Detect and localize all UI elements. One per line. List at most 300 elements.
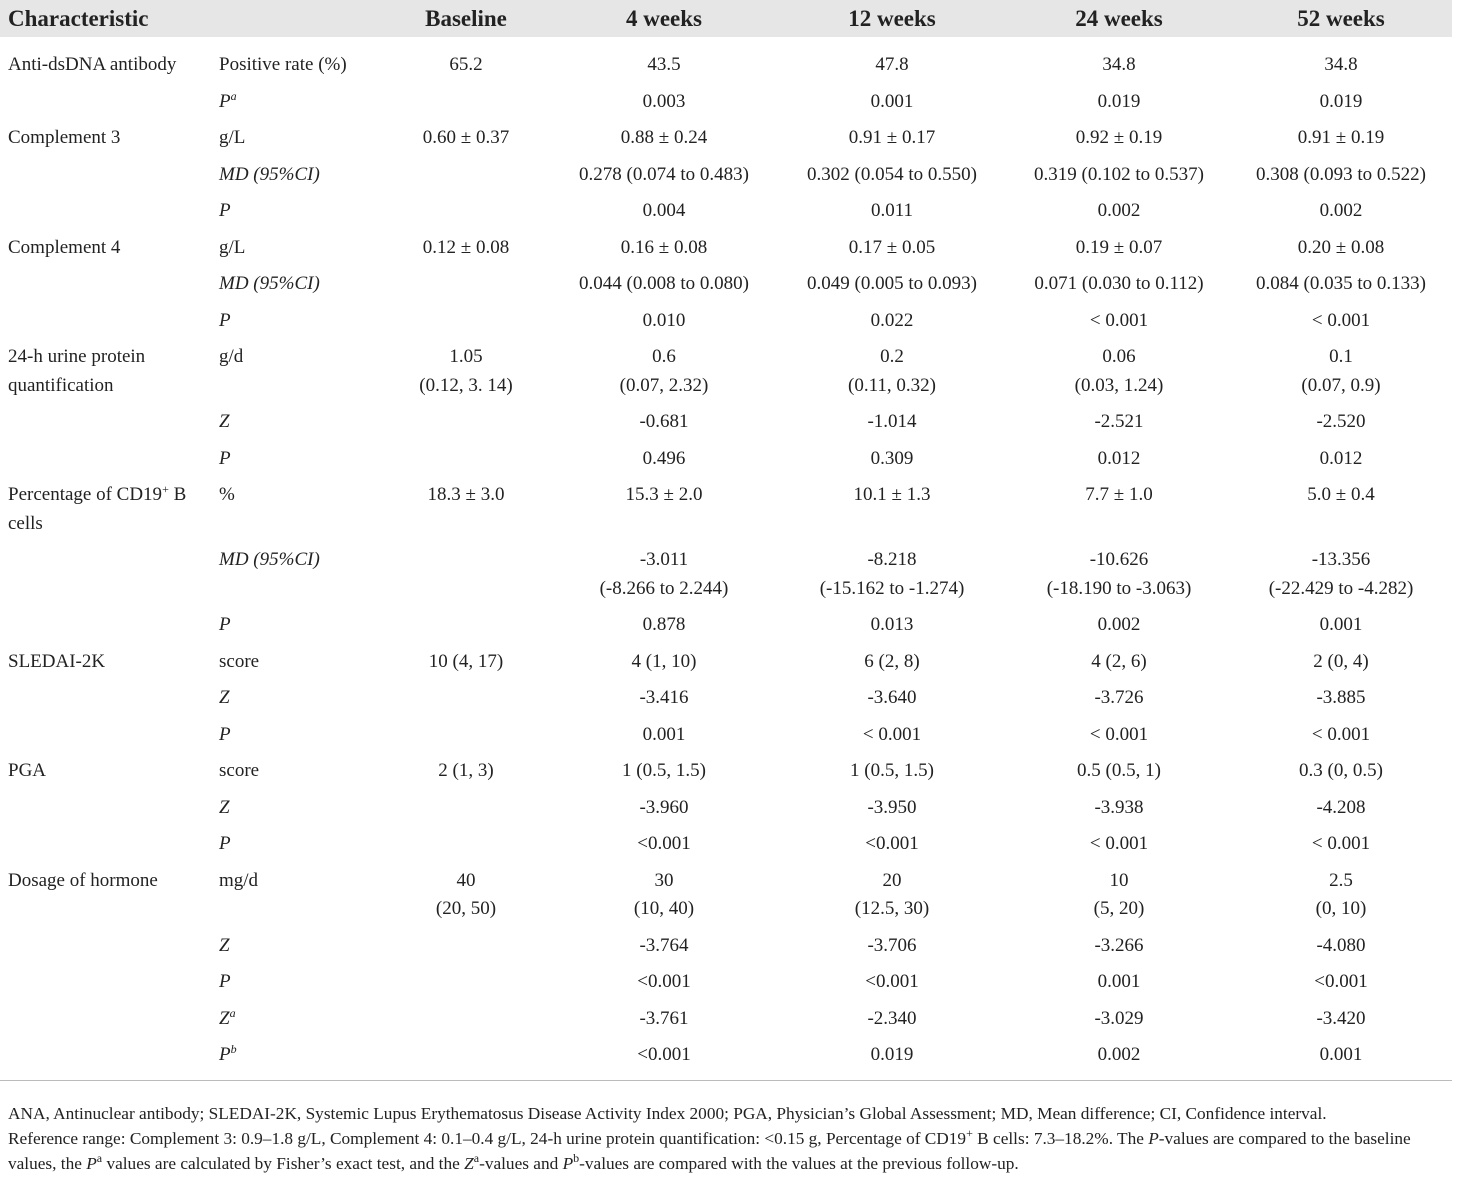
row-statistic [215,47,380,84]
table-row [0,717,1452,754]
footnote-ref-part-a: Reference range: Complement 3: 0.9–1.8 g/L, Complement 4: 0.1–0.4 g/L, 24-h urine protein quantification: <0.15 g, Percentage of CD19 [8,1129,967,1148]
statistic-label: MD (95%CI) [219,163,320,185]
cell-value-line: 15.3 ± 2.0 [625,484,703,505]
cell-baseline [380,542,552,607]
cell-52-weeks [1230,790,1452,827]
cell-24-weeks [1008,303,1230,340]
cell-52-weeks [1230,717,1452,754]
cell-baseline [380,790,552,827]
cell-52-weeks [1230,680,1452,717]
cell-4-weeks [552,84,776,121]
cell-value-line: 0.001 [1319,614,1363,635]
row-characteristic [0,84,215,121]
statistic-label: P [219,614,231,635]
cell-24-weeks [1008,477,1230,542]
table-row [0,863,1452,928]
row-characteristic [0,1001,215,1038]
cell-24-weeks [1008,717,1230,754]
statistic-label: score [219,760,260,781]
cell-value-line: 43.5 [647,54,681,75]
row-characteristic [0,826,215,863]
row-characteristic [0,542,215,607]
statistic-label: P [219,833,231,854]
cell-value-line: (12.5, 30) [854,898,930,919]
cell-value-line: 0.19 ± 0.07 [1075,236,1163,258]
cell-value-line: 40 [456,869,476,891]
cell-12-weeks [776,84,1008,121]
table-row [0,339,1452,404]
cell-52-weeks [1230,303,1452,340]
table-row [0,266,1452,303]
cell-value-line: -1.014 [867,411,917,432]
cell-value-line: (0, 10) [1315,898,1367,919]
row-statistic [215,266,380,303]
cell-4-weeks [552,157,776,194]
cell-value-line: 0.044 (0.008 to 0.080) [579,273,749,294]
cell-52-weeks [1230,607,1452,644]
cell-52-weeks [1230,157,1452,194]
footnote-ref-part-e: -values and [479,1154,563,1173]
cell-4-weeks [552,266,776,303]
cell-value-line: 65.2 [449,54,483,75]
footnote-pb-symbol: P [562,1154,574,1173]
cell-value-line: 0.309 [870,447,914,469]
statistic-label: Z [219,687,230,708]
cell-value-line: < 0.001 [862,723,922,745]
cell-52-weeks [1230,339,1452,404]
row-statistic [215,826,380,863]
row-characteristic [0,928,215,965]
cell-4-weeks [552,193,776,230]
cell-value-line: 0.17 ± 0.05 [848,236,936,258]
table-row [0,303,1452,340]
cell-4-weeks [552,790,776,827]
cell-baseline [380,157,552,194]
row-characteristic [0,477,215,542]
table-row [0,964,1452,1001]
cell-value-line: 0.2 [880,346,904,367]
row-statistic [215,477,380,542]
cell-value-line: 4 (2, 6) [1091,650,1147,672]
cell-12-weeks [776,477,1008,542]
cell-baseline [380,441,552,478]
row-characteristic [0,339,215,404]
cell-52-weeks [1230,230,1452,267]
cell-4-weeks [552,542,776,607]
cell-value-line: 0.013 [870,614,914,635]
cell-value-line: -3.706 [867,934,917,956]
cell-value-line: -4.208 [1316,796,1366,818]
cell-value-line: 34.8 [1102,54,1136,75]
cell-baseline [380,826,552,863]
cell-value-line: -3.726 [1094,687,1144,708]
cell-value-line: 0.003 [642,90,686,112]
cell-12-weeks [776,753,1008,790]
row-characteristic [0,964,215,1001]
cell-value-line: (0.07, 0.9) [1301,374,1381,396]
statistic-label: mg/d [219,869,259,891]
row-statistic [215,964,380,1001]
row-statistic [215,404,380,441]
cell-value-line: -3.011 [639,549,689,570]
row-characteristic [0,717,215,754]
footnote-ref-part-f: -values are compared with the values at the previous follow-up. [579,1154,1019,1173]
cell-value-line: -10.626 [1089,549,1149,570]
cell-12-weeks [776,826,1008,863]
footnote-pa-sup: a [96,1151,103,1165]
characteristic-label: Complement 3 [8,127,121,148]
cell-value-line: -3.266 [1094,934,1144,956]
row-characteristic [0,404,215,441]
footnote-line-1: ANA, Antinuclear antibody; SLEDAI-2K, Systemic Lupus Erythematosus Disease Activity Index 2000; PGA, Physician’s Global Assessment; MD, Mean difference; CI, Confidence interval. [8,1104,1327,1123]
cell-value-line: -2.521 [1094,411,1144,432]
cell-4-weeks [552,477,776,542]
cell-12-weeks [776,790,1008,827]
table-row [0,193,1452,230]
cell-12-weeks [776,928,1008,965]
cell-12-weeks [776,1001,1008,1038]
cell-24-weeks [1008,928,1230,965]
footnote-ref-part-d: values are calculated by Fisher’s exact test, and the [102,1154,465,1173]
cell-4-weeks [552,863,776,928]
characteristic-label: Complement 4 [8,236,121,258]
cell-baseline [380,964,552,1001]
cell-baseline [380,1001,552,1038]
cell-value-line: <0.001 [865,971,919,992]
cell-52-weeks [1230,1001,1452,1038]
footnote-pb-sup: b [573,1151,580,1165]
row-statistic [215,607,380,644]
cell-value-line: 2 (0, 4) [1313,650,1369,672]
cell-value-line: 0.012 [1097,447,1141,469]
cell-4-weeks [552,1037,776,1074]
characteristic-label: Percentage of CD19 [8,484,163,505]
characteristic-label: SLEDAI-2K [8,650,106,672]
row-characteristic [0,790,215,827]
cell-value-line: 6 (2, 8) [864,650,920,672]
cell-4-weeks [552,644,776,681]
cell-24-weeks [1008,441,1230,478]
cell-12-weeks [776,441,1008,478]
cell-52-weeks [1230,964,1452,1001]
statistic-label: P [219,200,231,221]
footnote-pa-symbol: P [86,1154,97,1173]
table-row [0,157,1452,194]
cell-value-line: 0.1 [1329,346,1353,367]
cell-value-line: 0.91 ± 0.17 [848,127,936,148]
header-statistic [215,0,380,37]
cell-value-line: -3.029 [1094,1007,1144,1029]
cell-value-line: <0.001 [637,1044,691,1065]
cell-value-line: 30 [654,869,674,891]
cell-24-weeks [1008,644,1230,681]
cell-value-line: 20 [882,869,902,891]
cell-52-weeks [1230,542,1452,607]
cell-12-weeks [776,339,1008,404]
cell-baseline [380,717,552,754]
cell-value-line: 0.084 (0.035 to 0.133) [1256,273,1426,294]
table-row [0,790,1452,827]
cell-value-line: 0.002 [1097,614,1141,635]
table-row [0,404,1452,441]
cell-24-weeks [1008,542,1230,607]
cell-4-weeks [552,441,776,478]
table-row [0,84,1452,121]
cell-value-line: -3.960 [639,796,689,818]
footnote-cd19-sup: + [966,1126,973,1140]
cell-52-weeks [1230,441,1452,478]
cell-value-line: 0.002 [1097,1044,1141,1065]
cell-value-line: (-18.190 to -3.063) [1046,577,1192,599]
cell-value-line: -3.420 [1316,1007,1366,1029]
table-bottom-rule [0,1080,1452,1081]
cell-value-line: 0.022 [870,309,914,331]
header-baseline: Baseline [380,0,552,37]
cell-52-weeks [1230,47,1452,84]
cell-value-line: 0.5 (0.5, 1) [1077,760,1161,781]
row-statistic [215,680,380,717]
cell-24-weeks [1008,339,1230,404]
row-characteristic [0,193,215,230]
statistic-label: Z [219,1007,230,1029]
cell-value-line: 0.302 (0.054 to 0.550) [807,163,977,185]
table-row [0,477,1452,542]
cell-value-line: < 0.001 [1089,723,1149,745]
statistic-label: MD (95%CI) [219,549,320,570]
cell-value-line: -2.520 [1316,411,1366,432]
cell-12-weeks [776,404,1008,441]
cell-value-line: 0.019 [1319,90,1363,112]
row-statistic [215,120,380,157]
table-row [0,47,1452,84]
cell-value-line: 0.06 [1102,346,1136,367]
table-row [0,644,1452,681]
cell-value-line: 10.1 ± 1.3 [853,484,931,505]
statistic-superscript: b [230,1042,237,1056]
statistic-label: P [219,309,231,331]
cell-baseline [380,84,552,121]
cell-4-weeks [552,753,776,790]
cell-value-line: -3.761 [639,1007,689,1029]
cell-52-weeks [1230,266,1452,303]
cell-12-weeks [776,964,1008,1001]
footnote-ref-part-b: B cells: 7.3–18.2%. The [972,1129,1149,1148]
cell-baseline [380,230,552,267]
cell-52-weeks [1230,753,1452,790]
cell-value-line: -13.356 [1311,549,1371,570]
cell-4-weeks [552,964,776,1001]
footnote-za-sup: a [473,1151,480,1165]
cell-24-weeks [1008,1037,1230,1074]
cell-value-line: 0.6 [652,346,676,367]
cell-value-line: 0.88 ± 0.24 [620,127,708,148]
cell-12-weeks [776,120,1008,157]
cell-24-weeks [1008,753,1230,790]
characteristic-label: Anti-dsDNA antibody [8,54,177,75]
cell-value-line: 0.010 [642,309,686,331]
cell-value-line: (0.07, 2.32) [619,374,709,396]
cell-52-weeks [1230,644,1452,681]
row-characteristic [0,441,215,478]
cell-value-line: < 0.001 [1089,833,1149,854]
cell-12-weeks [776,1037,1008,1074]
cell-baseline [380,863,552,928]
cell-value-line: 1.05 [449,346,483,367]
cell-24-weeks [1008,193,1230,230]
cell-24-weeks [1008,680,1230,717]
row-characteristic [0,607,215,644]
cell-value-line: 0.011 [870,200,914,221]
cell-baseline [380,266,552,303]
cell-value-line: <0.001 [637,833,691,854]
row-characteristic [0,120,215,157]
header-characteristic: Characteristic [0,0,215,37]
cell-24-weeks [1008,826,1230,863]
header-24-weeks: 24 weeks [1008,0,1230,37]
header-4-weeks: 4 weeks [552,0,776,37]
characteristic-label: Dosage of hormone [8,869,158,891]
cell-baseline [380,120,552,157]
cell-value-line: 0.001 [1319,1044,1363,1065]
row-statistic [215,542,380,607]
statistic-label: g/L [219,236,246,258]
cell-24-weeks [1008,964,1230,1001]
cell-value-line: 47.8 [875,54,909,75]
cell-value-line: <0.001 [865,833,919,854]
cell-4-weeks [552,120,776,157]
cell-value-line: (5, 20) [1093,898,1145,919]
statistic-label: Positive rate (%) [219,54,347,75]
cell-12-weeks [776,303,1008,340]
cell-value-line: 0.878 [642,614,686,635]
row-characteristic [0,157,215,194]
cell-value-line: 0.049 (0.005 to 0.093) [807,273,977,294]
statistic-label: P [219,723,231,745]
header-12-weeks: 12 weeks [776,0,1008,37]
statistic-label: P [219,971,231,992]
footnote-reference [8,1126,1452,1176]
row-statistic [215,230,380,267]
statistic-label: P [219,447,231,469]
cell-value-line: 0.319 (0.102 to 0.537) [1034,163,1204,185]
table-row [0,542,1452,607]
cell-value-line: -2.340 [867,1007,917,1029]
statistic-label: Z [219,934,230,956]
cell-12-weeks [776,644,1008,681]
cell-value-line: 2 (1, 3) [438,760,494,781]
cell-12-weeks [776,157,1008,194]
cell-value-line: 0.12 ± 0.08 [422,236,510,258]
cell-value-line: (-22.429 to -4.282) [1268,577,1414,599]
row-statistic [215,157,380,194]
characteristic-label-suffix: B cells [8,484,187,534]
cell-baseline [380,1037,552,1074]
cell-value-line: 0.92 ± 0.19 [1075,127,1163,148]
row-characteristic [0,266,215,303]
footnote-za-symbol: Z [464,1154,474,1173]
cell-value-line: 0.3 (0, 0.5) [1299,760,1383,781]
cell-baseline [380,303,552,340]
statistic-label: P [219,1044,231,1065]
cell-12-weeks [776,542,1008,607]
cell-value-line: 34.8 [1324,54,1358,75]
row-characteristic [0,753,215,790]
statistic-superscript: a [230,88,237,103]
cell-baseline [380,193,552,230]
cell-24-weeks [1008,790,1230,827]
row-characteristic [0,230,215,267]
cell-value-line: -3.885 [1316,687,1366,708]
cell-24-weeks [1008,266,1230,303]
statistic-label: P [219,90,231,112]
cell-52-weeks [1230,193,1452,230]
cell-52-weeks [1230,477,1452,542]
row-statistic [215,753,380,790]
footnote-p-symbol: P [1148,1129,1159,1148]
cell-4-weeks [552,928,776,965]
cell-value-line: 0.001 [870,90,914,112]
statistic-superscript: a [229,1005,236,1020]
cell-52-weeks [1230,863,1452,928]
cell-value-line: 0.308 (0.093 to 0.522) [1256,163,1426,185]
cell-value-line: (10, 40) [633,898,695,919]
cell-52-weeks [1230,404,1452,441]
row-statistic [215,193,380,230]
cell-value-line: 0.004 [642,200,686,221]
cell-value-line: -3.416 [639,687,689,708]
cell-value-line: 0.60 ± 0.37 [422,127,510,148]
cell-value-line: (0.12, 3. 14) [419,374,513,396]
statistic-label: Z [219,796,230,818]
cell-4-weeks [552,680,776,717]
cell-value-line: <0.001 [1314,971,1368,992]
table-row [0,607,1452,644]
cell-52-weeks [1230,928,1452,965]
statistic-label: MD (95%CI) [219,273,320,294]
row-statistic [215,84,380,121]
row-statistic [215,339,380,404]
header-52-weeks: 52 weeks [1230,0,1452,37]
cell-value-line: 0.278 (0.074 to 0.483) [579,163,749,185]
cell-value-line: 0.002 [1097,200,1141,221]
cell-value-line: (-8.266 to 2.244) [599,577,729,599]
row-statistic [215,790,380,827]
cell-value-line: 0.20 ± 0.08 [1297,236,1385,258]
cell-4-weeks [552,1001,776,1038]
cell-baseline [380,477,552,542]
cell-4-weeks [552,339,776,404]
cell-value-line: 0.496 [642,447,686,469]
table-body [0,37,1452,1074]
cell-4-weeks [552,607,776,644]
cell-baseline [380,928,552,965]
cell-24-weeks [1008,404,1230,441]
cell-12-weeks [776,230,1008,267]
cell-value-line: 10 [1109,869,1129,891]
cell-value-line: (0.11, 0.32) [848,374,936,396]
footnote-ref-part-c: -values are compared to the baseline values, the [8,1129,1411,1173]
cell-4-weeks [552,303,776,340]
statistic-label: score [219,650,260,672]
cell-value-line: -0.681 [639,411,689,432]
cell-4-weeks [552,826,776,863]
table-row [0,120,1452,157]
cell-value-line: 1 (0.5, 1.5) [850,760,934,781]
table-row [0,1037,1452,1074]
row-statistic [215,1037,380,1074]
row-statistic [215,863,380,928]
cell-value-line: 4 (1, 10) [631,650,697,672]
